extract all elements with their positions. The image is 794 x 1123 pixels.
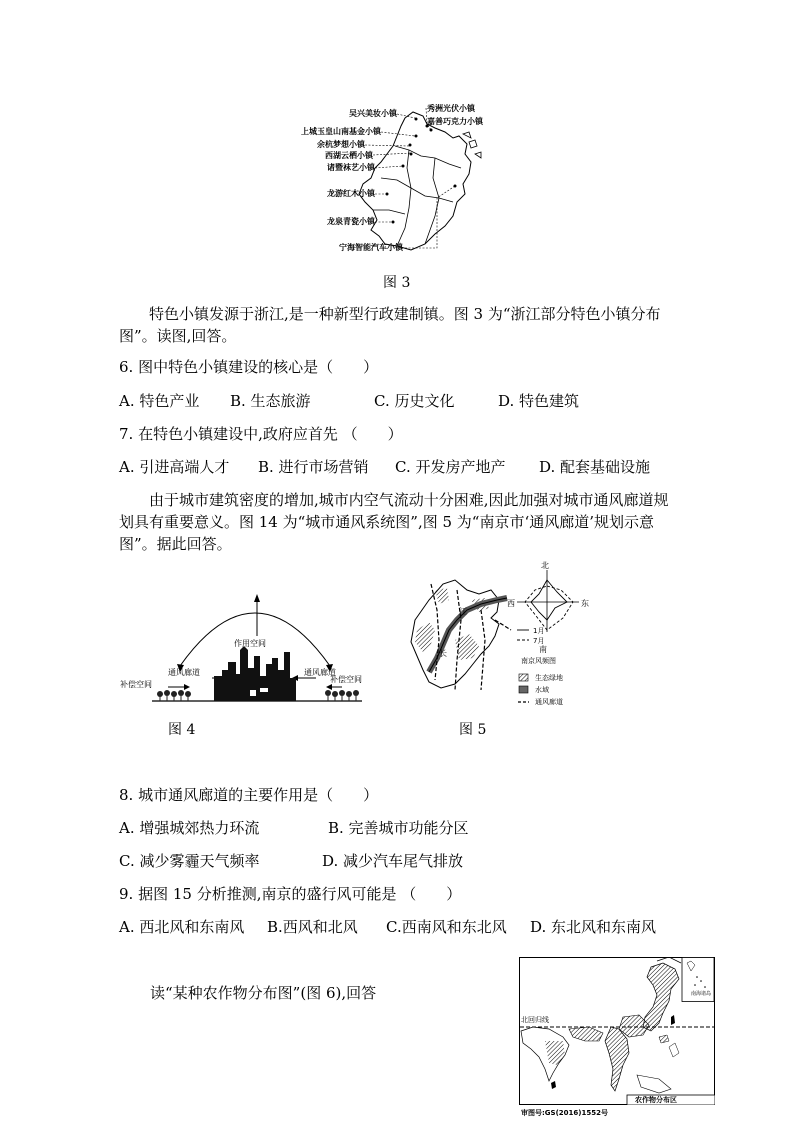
question-9-option-b[interactable]: B.西风和北风: [267, 918, 358, 936]
figure-6: [519, 957, 715, 1119]
question-6-option-d[interactable]: D. 特色建筑: [498, 392, 580, 410]
intro-paragraph-3: 读“某种农作物分布图”(图 6),回答: [150, 984, 377, 1002]
question-8-stem: 8. 城市通风廊道的主要作用是（ ）: [119, 786, 379, 804]
question-8-option-d[interactable]: D. 减少汽车尾气排放: [322, 852, 464, 870]
question-9-option-d[interactable]: D. 东北风和东南风: [530, 918, 657, 936]
town-label: 宁海智能汽车小镇: [339, 243, 403, 252]
town-label: 秀洲光伏小镇: [427, 104, 475, 113]
inset-label: 南海诸岛: [691, 991, 712, 997]
figure-4: [120, 590, 370, 705]
wind-rose-title: 南京风频图: [521, 657, 556, 665]
question-9-option-a[interactable]: A. 西北风和东南风: [119, 918, 245, 936]
question-7-option-c[interactable]: C. 开发房产地产: [395, 458, 506, 476]
compass-east: 东: [581, 599, 589, 608]
figure-5-caption: 图 5: [459, 722, 487, 738]
town-label: 龙泉青瓷小镇: [327, 217, 375, 226]
compass-south: 南: [539, 645, 547, 654]
crop-distribution-map: [519, 957, 715, 1105]
question-7-option-a[interactable]: A. 引进高端人才: [119, 458, 230, 476]
question-6-option-b[interactable]: B. 生态旅游: [230, 392, 311, 410]
town-label: 嘉善巧克力小镇: [427, 117, 483, 126]
question-8-option-c[interactable]: C. 减少雾霾天气频率: [119, 852, 260, 870]
compass-west: 西: [507, 599, 515, 608]
figure-3: [285, 98, 515, 260]
legend-green: 生态绿地: [535, 674, 563, 682]
question-9-stem: 9. 据图 15 分析推测,南京的盛行风可能是 （ ）: [119, 885, 462, 903]
river-label-chang: 长: [439, 649, 447, 658]
river-label-jiang: 江: [459, 607, 467, 616]
figure-4-caption: 图 4: [168, 722, 196, 738]
question-8-option-a[interactable]: A. 增强城郊热力环流: [119, 819, 260, 837]
question-9-option-c[interactable]: C.西南风和东北风: [386, 918, 507, 936]
legend-jul: 7月: [533, 637, 545, 645]
question-7-stem: 7. 在特色小镇建设中,政府应首先 （ ）: [119, 425, 403, 443]
nanjing-corridor-map: [395, 560, 615, 710]
question-6-stem: 6. 图中特色小镇建设的核心是（ ）: [119, 358, 379, 376]
label-action-space: 作用空间: [234, 639, 266, 648]
intro-paragraph-2: 由于城市建筑密度的增加,城市内空气流动十分困难,因此加强对城市通风廊道规划具有重要意义。图 14 为“城市通风系统图”,图 5 为“南京市‘通风廊道’规划示意图”。据此回答。: [119, 491, 669, 553]
figure-5: [395, 560, 615, 710]
figure-3-caption: 图 3: [383, 275, 411, 291]
legend-corridor: 通风廊道: [535, 698, 563, 706]
label-compensation-left: 补偿空间: [120, 680, 152, 689]
question-6-option-a[interactable]: A. 特色产业: [119, 392, 200, 410]
intro-paragraph-1: 特色小镇发源于浙江,是一种新型行政建制镇。图 3 为“浙江部分特色小镇分布图”。读图,回答。: [119, 305, 661, 345]
label-corridor-right: 通风廊道: [304, 668, 336, 677]
town-label: 余杭梦想小镇: [317, 140, 365, 149]
compass-north: 北: [541, 561, 549, 570]
tropic-label: 北回归线: [521, 1016, 549, 1024]
legend-water: 水域: [535, 686, 549, 694]
town-label: 龙游红木小镇: [327, 189, 375, 198]
town-label: 西湖云栖小镇: [325, 151, 373, 160]
town-label: 上城玉皇山南基金小镇: [301, 127, 381, 136]
label-corridor-left: 通风廊道: [168, 668, 200, 677]
question-7-option-b[interactable]: B. 进行市场营销: [258, 458, 369, 476]
town-label: 诸暨袜艺小镇: [327, 163, 375, 172]
question-8-option-b[interactable]: B. 完善城市功能分区: [328, 819, 469, 837]
question-6-option-c[interactable]: C. 历史文化: [374, 392, 455, 410]
question-7-option-d[interactable]: D. 配套基础设施: [539, 458, 651, 476]
map-title: 农作物分布区: [635, 1096, 677, 1104]
approval-number: 审图号:GS(2016)1552号: [521, 1109, 608, 1117]
legend-jan: 1月: [533, 627, 545, 635]
label-compensation-right: 补偿空间: [330, 675, 362, 684]
town-label: 吴兴美妆小镇: [349, 109, 397, 118]
